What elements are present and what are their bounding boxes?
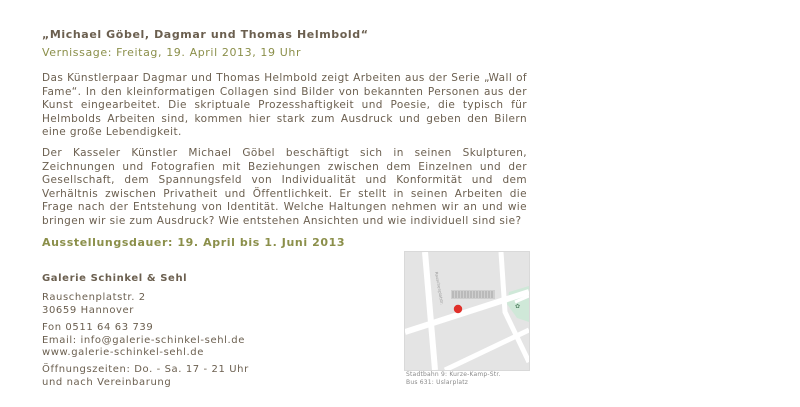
exhibition-title: „Michael Göbel, Dagmar und Thomas Helmbold“ [42,28,369,41]
gallery-address [42,292,146,317]
opening-hours-text: Öffnungszeiten: Do. - Sa. 17 - 21 Uhr [42,364,249,375]
map-location-marker [454,305,462,313]
location-map[interactable] [404,251,530,371]
map-caption-tram: Stadtbahn 9: Kurze-Kamp-Str. [406,371,501,378]
map-graphic [405,252,529,370]
vernissage-date: Vernissage: Freitag, 19. April 2013, 19 Uhr [42,46,302,59]
gallery-opening-hours [42,364,249,389]
exhibition-duration: Ausstellungsdauer: 19. April bis 1. Juni 2013 [42,236,346,249]
map-street-label: Rauschenplatstr. [434,271,445,306]
map-park-icon: ✿ [515,303,521,310]
gallery-name: Galerie Schinkel & Sehl [42,273,188,284]
map-caption-bus: Bus 631: Uslarplatz [406,379,469,386]
paragraph-goebel: Der Kasseler Künstler Michael Göbel beschäftigt sich in seinen Skulpturen, Zeichnungen und Fotografien mit Beziehungen zwischen dem Einzelnen und der Gesellschaft, dem Spannungsfeld von Individualität und Konformität und dem Verhältnis zwischen Privatheit und Öffentlichkeit. Er stellt in seinen Arbeiten die Frage nach der Entstehung von Identität. Welche Haltungen nehmen wir an und wie bringen wir sie zum Ausdruck? Wie entstehen Ansichten und wie individuell sind sie? [42,147,527,227]
gallery-website-link[interactable]: www.galerie-schinkel-sehl.de [42,347,204,358]
gallery-email-link[interactable]: Email: info@galerie-schinkel-sehl.de [42,334,245,346]
gallery-phone: Fon 0511 64 63 739 [42,322,154,333]
gallery-contact [42,322,245,360]
opening-hours-extra: und nach Vereinbarung [42,376,172,388]
gallery-city: 30659 Hannover [42,304,135,316]
gallery-street: Rauschenplatstr. 2 [42,292,146,303]
map-caption [406,371,501,387]
paragraph-helmbold: Das Künstlerpaar Dagmar und Thomas Helmbold zeigt Arbeiten aus der Serie „Wall of Fame“. In den kleinformatigen Collagen sind Bilder von bekannten Personen aus der Kunst eingearbeitet. Die skriptuale Prozesshaftigkeit und Poesie, die typisch für Helmbolds Arbeiten sind, kommen hier stark zum Ausdruck und geben den Bilern eine große Lebendigkeit. [42,72,527,138]
map-gallery-building [451,290,495,299]
